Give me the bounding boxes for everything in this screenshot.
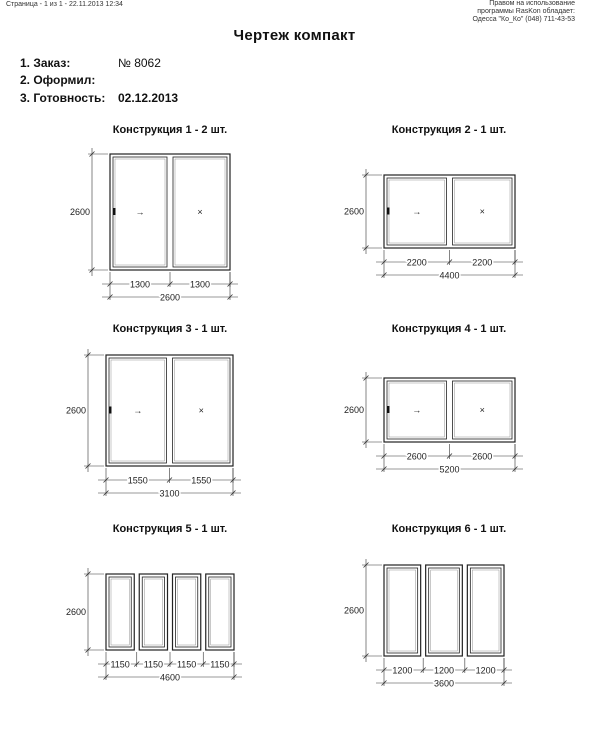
construction-6-title: Конструкция 6 - 1 шт. [391,523,507,535]
slide-arrow-icon: → [135,207,145,217]
height-dim-label: 2600 [65,607,86,617]
fixed-cross-icon: × [479,405,485,415]
construction-5-drawing [66,568,242,683]
page-title: Чертеж компакт [233,27,356,44]
window-panel [173,574,201,650]
window-panel [206,574,234,650]
construction-2-drawing [344,169,523,281]
section-width-label: 2600 [406,451,427,462]
height-dim-label: 2600 [65,405,86,416]
rights-line-2: программы RasKon обладает: [477,8,575,15]
height-dim-label: 2600 [69,207,90,217]
section-width-label: 1550 [191,475,212,486]
total-width-label: 5200 [439,464,460,475]
construction-3-title: Конструкция 3 - 1 шт. [112,323,228,335]
window-panel [384,565,421,656]
handle-icon [387,406,390,413]
handle-icon [109,407,112,414]
fixed-cross-icon: × [198,405,204,416]
section-width-label: 1550 [127,475,148,486]
order-value: № 8062 [118,56,161,70]
construction-4-drawing [344,372,523,475]
window-panel [467,565,504,656]
window-frame [110,154,230,270]
ready-value: 02.12.2013 [118,91,179,105]
height-dim-label: 2600 [343,206,364,217]
construction-2-title: Конструкция 2 - 1 шт. [391,124,507,136]
section-width-label: 1200 [433,665,455,676]
window-frame [384,378,515,442]
slide-arrow-icon: → [412,405,422,415]
window-frame [106,355,233,466]
section-width-label: 1200 [392,665,413,676]
section-width-label: 2600 [472,451,493,462]
total-width-label: 2600 [159,292,181,303]
window-panel [139,574,167,650]
total-width-label: 3100 [159,488,180,499]
construction-1-drawing [70,148,238,303]
handle-icon [113,208,116,215]
height-dim-label: 2600 [343,405,364,415]
handle-icon [387,208,390,215]
section-width-label: 1150 [210,659,230,670]
total-width-label: 3600 [433,678,455,689]
fixed-cross-icon: × [479,206,485,217]
author-label: 2. Оформил: [20,73,96,87]
section-width-label: 2200 [472,257,493,268]
height-dim-label: 2600 [343,605,364,616]
section-width-label: 1150 [110,659,130,670]
section-width-label: 2200 [406,257,427,268]
rights-line-3: Одесса "Ко_Ко" (048) 711-43-53 [472,16,575,23]
section-width-label: 1300 [189,279,211,290]
window-panel [426,565,463,656]
section-width-label: 1150 [176,659,197,670]
construction-1-title: Конструкция 1 - 2 шт. [112,124,228,136]
section-width-label: 1200 [475,665,496,676]
total-width-label: 4600 [159,672,181,683]
fixed-cross-icon: × [197,207,203,217]
construction-3-drawing [66,349,241,499]
window-panel [106,574,134,650]
ready-label: 3. Готовность: [20,91,106,105]
slide-arrow-icon: → [412,206,422,217]
section-width-label: 1300 [129,279,151,290]
slide-arrow-icon: → [133,405,143,416]
section-width-label: 1150 [143,659,164,670]
construction-4-title: Конструкция 4 - 1 шт. [391,323,507,335]
order-label: 1. Заказ: [20,56,71,70]
construction-6-drawing [344,559,512,689]
page-info: Страница - 1 из 1 - 22.11.2013 12:34 [6,1,123,8]
rights-line-1: Правом на использование [489,0,575,7]
total-width-label: 4400 [439,270,460,281]
construction-5-title: Конструкция 5 - 1 шт. [112,523,228,535]
window-frame [384,175,515,248]
